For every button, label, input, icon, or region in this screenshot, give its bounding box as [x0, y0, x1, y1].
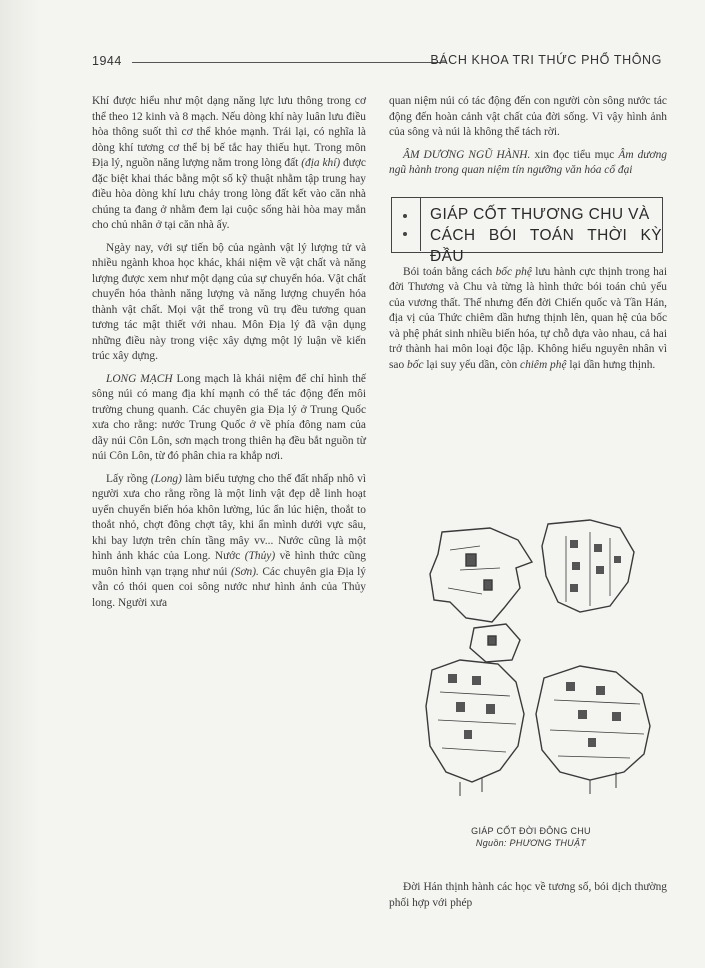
oracle-bone-figure — [420, 510, 660, 810]
page-number: 1944 — [92, 54, 122, 68]
paragraph: Lấy rồng (Long) làm biểu tượng cho thế đất nhấp nhô vì người xưa cho rằng rồng là một linh vật đẹp dễ linh hoạt uyển chuyển biến hóa khôn lường, lúc ẩn lúc hiện, thoắt to thoắt nhỏ, chợt đông chợt tây, khi ẩn mình dưới vực sâu, khi bay lượn trên chín tầng mây vv... Nước cũng là một hình ảnh khác của Long. Nước (Thủy) về hình thức cũng muôn hình vạn trạng như núi (Sơn). Các chuyên gia Địa lý vẫn có thói quen coi sông nước như hình ảnh của Thủy long. Người xưa — [92, 472, 367, 609]
figure-caption — [421, 826, 641, 848]
running-head: BÁCH KHOA TRI THỨC PHỔ THÔNG — [430, 53, 662, 67]
heading-tab-ornament — [392, 198, 421, 251]
caption-source: Nguồn: PHƯƠNG THUẬT — [475, 838, 587, 848]
left-column — [92, 94, 366, 618]
section-heading-box — [391, 197, 663, 265]
paragraph-lead: ÂM DƯƠNG NGŨ HÀNH. — [403, 148, 531, 161]
paragraph: Bói toán bằng cách bốc phệ lưu hành cực thịnh trong hai đời Thương và Chu và từng là hình thức bói toán chủ yếu của vương thất. Thế nhưng đến đời Chiến quốc và Tần Hán, địa vị của Thức chiêm dần hưng thịnh lên, quan hệ của bốc và phệ phát sinh nhiều biến hóa, tự chỗ dựa vào nhau, cả hai trở thành hai môn loại độc lập. Không hiểu nguyên nhân vì sao bốc lại suy yếu dần, còn chiêm phệ lại dần hưng thịnh. — [389, 265, 668, 371]
paragraph: Đời Hán thịnh hành các học về tương số, bói dịch thường phối hợp với phép — [389, 881, 667, 909]
paragraph: Ngày nay, với sự tiến bộ của ngành vật lý lượng tử và nhiều ngành khoa học khác, khái niệm về vật chất và năng lượng được xem như một dạng của sự chuyển hóa. Vật chất chuyển hóa thành năng lượng và năng lượng chuyển hóa thành vật chất. Mọi vật thể trong vũ trụ đều tương quan tương tác mật thiết với nhau. Môn Địa lý đã vận dụng những điều này trong việc xây dựng một lý luận về kiến trúc xây dựng. — [92, 241, 366, 362]
paragraph: LONG MẠCH Long mạch là khái niệm để chỉ hình thế sông núi có mang địa khí mạnh có thể tác động đến môi trường chung quanh. Các chuyên gia Địa lý ở Trung Quốc xưa cho rằng: nước Trung Quốc ở về phía đông nam của dãy núi Côn Lôn, sơn mạch trong thiên hạ đều bắt nguồn từ núi Côn Lôn, từ đó phân chia ra khắp nơi. — [92, 372, 366, 462]
caption-title: GIÁP CỐT ĐỜI ĐÔNG CHU — [471, 826, 591, 836]
right-column-bottom — [389, 880, 667, 911]
page-header — [92, 52, 662, 72]
right-column — [389, 94, 667, 380]
paragraph: ÂM DƯƠNG NGŨ HÀNH. xin đọc tiểu mục Âm dương ngũ hành trong quan niệm tín ngưỡng văn hóa cổ đại — [389, 148, 667, 176]
paragraph-lead: LONG MẠCH — [106, 372, 173, 385]
section-title: GIÁP CỐT THƯƠNG CHU VÀ CÁCH BÓI TOÁN THỜI KỲ ĐẦU — [430, 205, 662, 265]
paragraph: quan niệm núi có tác động đến con người còn sông nước tác động đến hoàn cảnh vật chất của đời sống. Vì vậy hình ảnh của sông và núi là không thể tách rời. — [389, 95, 667, 138]
header-rule — [132, 62, 446, 63]
oracle-bone-drawing — [420, 510, 660, 810]
scan-edge-shadow — [0, 0, 40, 968]
paragraph: Khí được hiểu như một dạng năng lực lưu thông trong cơ thể theo 12 kinh và 8 mạch. Nếu dòng khí này luân lưu điều hòa thông suốt thì cơ thể khỏe mạnh. Trái lại, có nghĩa là dòng khí tương cơ thể bị bế tắc hay thiếu hụt. Trong môn Địa lý, nguồn năng lượng nằm trong lòng đất (địa khí) được đặc biệt khai thác bằng một số kỹ thuật nhằm tập trung hay điều hòa dòng khí lưu chảy trong lòng đất kết vào căn nhà chúng ta đang ở nhằm đem lại cuộc sống hài hòa may mắn cho chủ nhân ở tại căn nhà ấy. — [92, 95, 366, 231]
